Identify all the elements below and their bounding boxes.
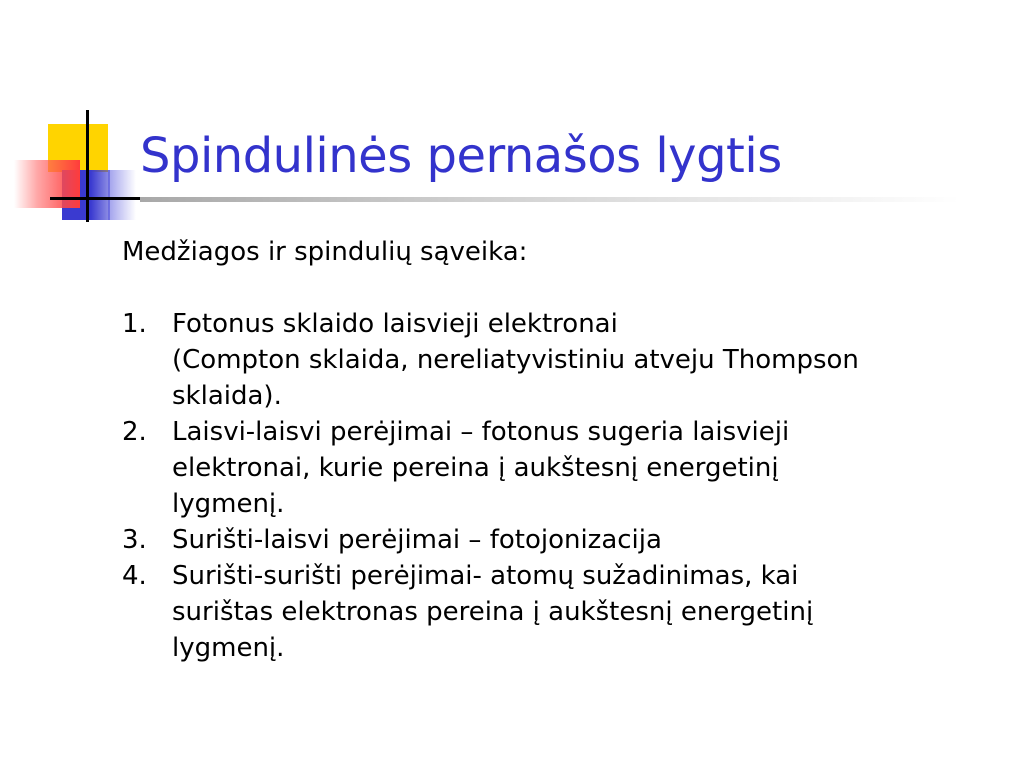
- list-item-line: Laisvi-laisvi perėjimai – fotonus sugeria laisvieji: [172, 417, 790, 447]
- list-item-line: Fotonus sklaido laisvieji elektronai: [172, 309, 618, 339]
- list-item-text: [172, 414, 982, 522]
- list-item: [122, 558, 982, 666]
- list-item-number: 1.: [122, 309, 147, 339]
- list-item-line: (Compton sklaida, nereliatyvistiniu atveju Thompson: [172, 345, 859, 375]
- list-item-line: lygmenį.: [172, 489, 285, 519]
- list-item-line: lygmenį.: [172, 633, 285, 663]
- intro-text: Medžiagos ir spindulių sąveika:: [122, 237, 528, 267]
- list-item-number: 4.: [122, 561, 147, 591]
- list-item-number: 2.: [122, 417, 147, 447]
- list-item-text: [172, 558, 982, 666]
- list-item: [122, 414, 982, 522]
- list-item-line: sklaida).: [172, 381, 282, 411]
- logo-vertical-line: [86, 110, 89, 222]
- list-item-line: elektronai, kurie pereina į aukštesnį energetinį: [172, 453, 779, 483]
- list-item-number: 3.: [122, 525, 147, 555]
- list-item: [122, 522, 982, 558]
- logo-red-square: [14, 160, 80, 208]
- slide-title: Spindulinės pernašos lygtis: [140, 128, 782, 184]
- list-item-text: [172, 306, 982, 414]
- title-underline: [140, 197, 960, 202]
- corner-logo: [0, 0, 160, 240]
- list-item-line: Surišti-laisvi perėjimai – fotojonizacija: [172, 525, 662, 555]
- logo-horizontal-line: [50, 197, 142, 200]
- list-item-text: [172, 522, 982, 558]
- slide-content: [122, 234, 982, 666]
- numbered-list: [122, 306, 982, 666]
- list-item: [122, 306, 982, 414]
- list-item-line: surištas elektronas pereina į aukštesnį energetinį: [172, 597, 814, 627]
- list-item-line: Surišti-surišti perėjimai- atomų sužadinimas, kai: [172, 561, 799, 591]
- logo-blue-fade: [108, 170, 136, 220]
